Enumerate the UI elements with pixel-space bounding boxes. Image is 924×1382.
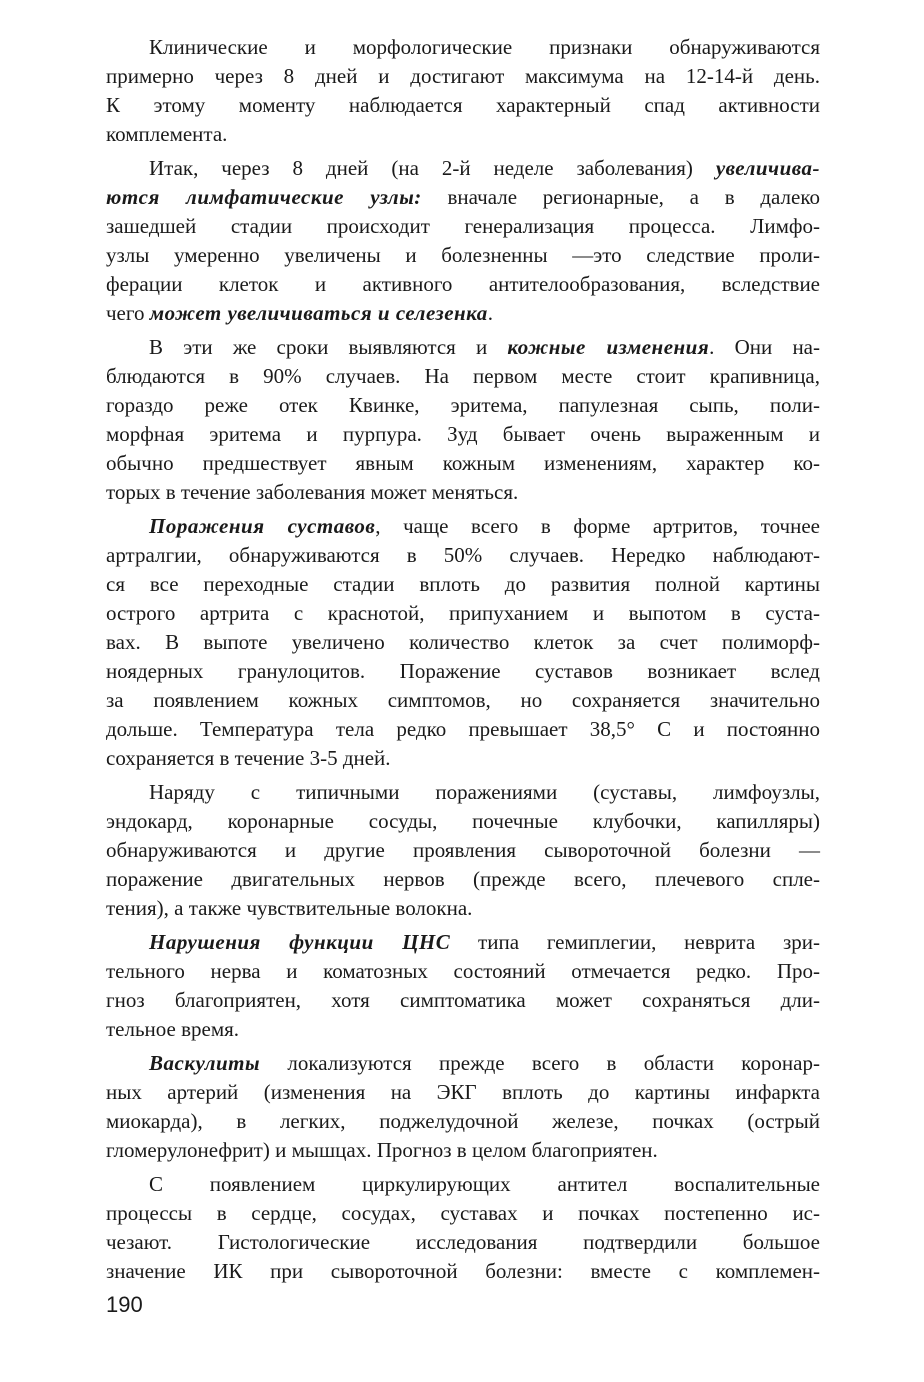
emphasized-text: ются лимфатические узлы: [106,185,422,209]
text-line [106,807,820,836]
text-run: вначале регионарные, а в далеко [421,185,820,209]
text-run: блюдаются в 90% случаев. На первом месте стоит крапивница, [106,364,820,388]
text-run: эндокард, коронарные сосуды, почечные клубочки, капилляры) [106,809,820,833]
text-line [106,91,820,120]
text-run: гломерулонефрит) и мышцах. Прогноз в целом благоприятен. [106,1138,658,1162]
paragraph [106,1170,820,1286]
text-run: примерно через 8 дней и достигают максимума на 12-14-й день. [106,64,820,88]
emphasized-text: Поражения суставов [149,514,376,538]
text-run: чего [106,301,150,325]
text-run: за появлением кожных симптомов, но сохраняется значительно [106,688,820,712]
text-line [106,299,820,328]
emphasized-text: Васкулиты [149,1051,261,1075]
text-run: острого артрита с краснотой, припуханием и выпотом в суста- [106,601,820,625]
text-run: гноз благоприятен, хотя симптоматика может сохраняться дли- [106,988,820,1012]
text-line [106,836,820,865]
text-line [106,715,820,744]
text-run: локализуются прежде всего в области коронар- [260,1051,820,1075]
text-run: Итак, через 8 дней (на 2-й неделе заболевания) [149,156,716,180]
text-run: комплемента. [106,122,228,146]
paragraph [106,512,820,773]
text-line [106,33,820,62]
text-run: тельное время. [106,1017,240,1041]
emphasized-text: может увеличиваться и селезенка [149,301,488,325]
text-run: ных артерий (изменения на ЭКГ вплоть до картины инфаркта [106,1080,820,1104]
text-run: зашедшей стадии происходит генерализация процесса. Лимфо- [106,214,820,238]
text-run: морфная эритема и пурпура. Зуд бывает очень выраженным и [106,422,820,446]
text-run: . [487,301,494,325]
text-line [106,512,820,541]
text-line [106,62,820,91]
text-line [106,420,820,449]
text-line [106,1228,820,1257]
text-run: вах. В выпоте увеличено количество клеток за счет полиморф- [106,630,820,654]
text-line [106,1049,820,1078]
text-run: . Они на- [709,335,820,359]
text-line [106,449,820,478]
text-run: артралгии, обнаруживаются в 50% случаев. Нередко наблюдают- [106,543,820,567]
emphasized-text: Нарушения функции ЦНС [149,930,451,954]
paragraph [106,778,820,923]
text-run: дольше. Температура тела редко превышает 38,5° С и постоянно [106,717,820,741]
text-run: значение ИК при сывороточной болезни: вместе с комплемен- [106,1259,820,1283]
paragraph [106,1049,820,1165]
text-run: С появлением циркулирующих антител воспалительные [149,1172,820,1196]
text-run: ноядерных гранулоцитов. Поражение суставов возникает вслед [106,659,820,683]
paragraph [106,928,820,1044]
text-line [106,570,820,599]
text-line [106,270,820,299]
text-line [106,957,820,986]
text-line [106,183,820,212]
text-line [106,241,820,270]
text-line [106,478,820,507]
page-body [106,33,820,1291]
paragraph [106,33,820,149]
text-line [106,894,820,923]
text-run: , чаще всего в форме артритов, точнее [375,514,820,538]
text-line [106,599,820,628]
text-run: процессы в сердце, сосудах, суставах и почках постепенно ис- [106,1201,820,1225]
text-run: ся все переходные стадии вплоть до развития полной картины [106,572,820,596]
text-line [106,628,820,657]
text-line [106,686,820,715]
text-line [106,865,820,894]
text-line [106,391,820,420]
text-run: В эти же сроки выявляются и [149,335,508,359]
text-line [106,541,820,570]
text-run: гораздо реже отек Квинке, эритема, папулезная сыпь, поли- [106,393,820,417]
text-run: поражение двигательных нервов (прежде всего, плечевого спле- [106,867,820,891]
text-line [106,1136,820,1165]
text-run: миокарда), в легких, поджелудочной железе, почках (острый [106,1109,820,1133]
text-run: чезают. Гистологические исследования подтвердили большое [106,1230,820,1254]
text-run: типа гемиплегии, неврита зри- [450,930,820,954]
text-run: Наряду с типичными поражениями (суставы, лимфоузлы, [149,780,820,804]
text-line [106,1078,820,1107]
emphasized-text: кожные изменения [507,335,710,359]
text-line [106,1107,820,1136]
text-line [106,986,820,1015]
text-line [106,1015,820,1044]
paragraph [106,333,820,507]
text-line [106,120,820,149]
text-line [106,362,820,391]
text-line [106,1257,820,1286]
text-line [106,212,820,241]
text-run: Клинические и морфологические признаки обнаруживаются [149,35,820,59]
text-run: обычно предшествует явным кожным изменениям, характер ко- [106,451,820,475]
text-run: ферации клеток и активного антителообразования, вследствие [106,272,820,296]
text-line [106,657,820,686]
text-run: тения), а также чувствительные волокна. [106,896,473,920]
text-line [106,744,820,773]
text-run: обнаруживаются и другие проявления сывороточной болезни — [106,838,820,862]
text-run: торых в течение заболевания может меняться. [106,480,519,504]
text-line [106,778,820,807]
text-line [106,1170,820,1199]
emphasized-text: увеличива- [715,156,820,180]
text-line [106,333,820,362]
text-line [106,928,820,957]
text-run: тельного нерва и коматозных состояний отмечается редко. Про- [106,959,820,983]
text-run: К этому моменту наблюдается характерный спад активности [106,93,820,117]
text-line [106,154,820,183]
page-number: 190 [106,1292,143,1317]
text-run: сохраняется в течение 3-5 дней. [106,746,391,770]
paragraph [106,154,820,328]
text-run: узлы умеренно увеличены и болезненны —это следствие проли- [106,243,820,267]
text-line [106,1199,820,1228]
